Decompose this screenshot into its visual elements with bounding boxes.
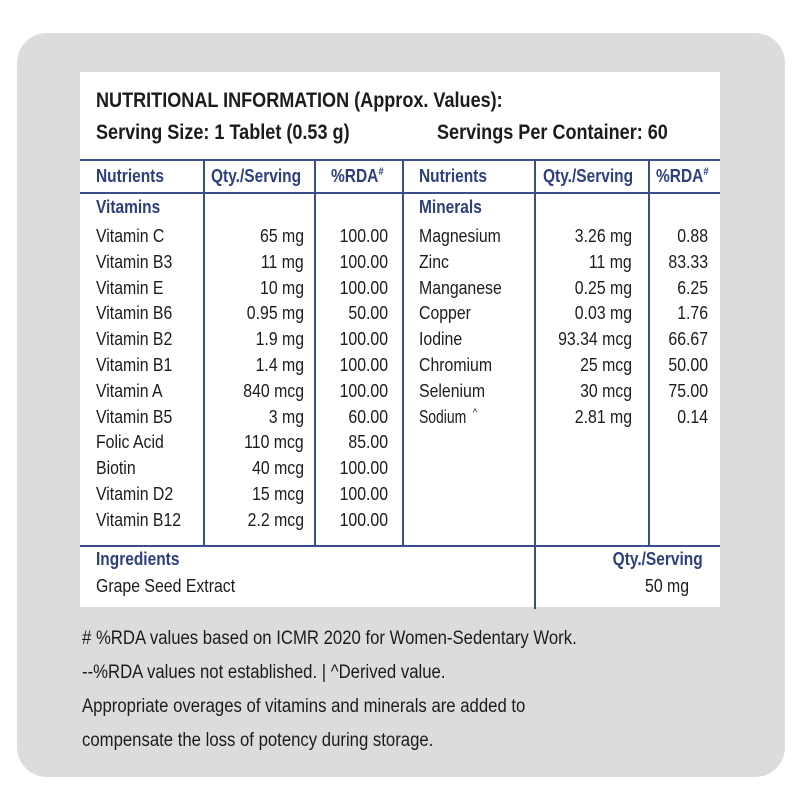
mineral-qty: 30 mcg (580, 380, 632, 401)
mineral-name: Manganese (419, 277, 502, 298)
vitamin-rda: 100.00 (339, 329, 388, 350)
ingredient-name: Grape Seed Extract (96, 576, 236, 596)
vitamin-name-list (96, 224, 201, 534)
vitamin-qty: 1.4 mg (255, 354, 304, 375)
vitamin-rda: 100.00 (339, 226, 388, 246)
table-bottom-rule (80, 545, 720, 547)
table-top-rule (80, 159, 720, 161)
vitamin-name: Vitamin B3 (96, 251, 173, 272)
serving-size: Serving Size: 1 Tablet (0.53 g) (96, 121, 350, 144)
rda-mark: # (378, 166, 384, 178)
vitamin-qty: 40 mcg (252, 458, 304, 479)
vitamin-qty: 15 mcg (252, 483, 304, 504)
ingredient-qty: 50 mg (644, 576, 689, 596)
vitamin-rda-list (316, 224, 388, 534)
vitamin-rda: 100.00 (339, 277, 388, 298)
header-qty-left: Qty./Serving (211, 166, 302, 186)
mineral-qty: 2.81 mg (574, 406, 632, 427)
section-vitamins: Vitamins (96, 197, 161, 217)
vitamin-qty: 10 mg (259, 277, 304, 298)
mineral-rda: 0.14 (677, 406, 708, 427)
vitamin-rda: 50.00 (348, 303, 388, 324)
vitamin-name: Vitamin E (96, 277, 164, 298)
mineral-rda: 66.67 (668, 329, 708, 350)
mineral-name: Zinc (419, 251, 449, 272)
mineral-qty: 25 mcg (580, 354, 632, 375)
mineral-qty: 3.26 mg (574, 226, 632, 246)
derived-mark: ^ (472, 406, 478, 419)
vitamin-name: Vitamin B6 (96, 303, 173, 324)
mineral-qty: 0.25 mg (574, 277, 632, 298)
vitamin-rda: 100.00 (339, 251, 388, 272)
mineral-name: Selenium (419, 380, 486, 401)
rda-text: %RDA (656, 166, 704, 186)
vitamin-qty: 840 mcg (243, 380, 304, 401)
vitamin-name: Folic Acid (96, 432, 164, 453)
footnotes (82, 622, 644, 758)
rda-text: %RDA (331, 166, 379, 186)
ingredients-header: Ingredients (96, 549, 180, 569)
vitamin-rda: 100.00 (339, 483, 388, 504)
mineral-name: Copper (419, 303, 471, 324)
vitamin-qty: 1.9 mg (255, 329, 304, 350)
vitamin-qty: 0.95 mg (246, 303, 304, 324)
header-rda-right (656, 166, 709, 187)
column-divider-3 (402, 159, 404, 547)
mineral-rda: 1.76 (677, 303, 708, 324)
vitamin-qty: 3 mg (268, 406, 304, 427)
mineral-rda: 0.88 (677, 226, 708, 246)
vitamin-qty: 65 mg (259, 226, 304, 246)
vitamin-rda: 100.00 (339, 458, 388, 479)
mineral-name: Sodium ^ (419, 406, 478, 427)
vitamin-name: Vitamin B2 (96, 329, 173, 350)
footnote-overages-1: Appropriate overages of vitamins and minerals are added to (82, 696, 526, 717)
mineral-qty: 0.03 mg (574, 303, 632, 324)
mineral-name-list (419, 224, 532, 430)
footnote-rda-basis: # %RDA values based on ICMR 2020 for Women-Sedentary Work. (82, 628, 577, 649)
footnote-symbols: --%RDA values not established. | ^Derived value. (82, 662, 446, 683)
vitamin-name: Vitamin B5 (96, 406, 173, 427)
vitamin-qty: 2.2 mcg (247, 509, 304, 530)
vitamin-name: Vitamin C (96, 226, 165, 246)
vitamin-name: Vitamin A (96, 380, 163, 401)
vitamin-qty-list (205, 224, 304, 534)
vitamin-name: Vitamin B12 (96, 509, 182, 530)
mineral-qty-list (536, 224, 632, 430)
footnote-overages-2: compensate the loss of potency during storage. (82, 730, 434, 751)
vitamin-qty: 11 mg (261, 251, 304, 272)
mineral-rda: 50.00 (668, 354, 708, 375)
mineral-rda: 6.25 (677, 277, 708, 298)
vitamin-rda: 60.00 (348, 406, 388, 427)
vitamin-rda: 85.00 (348, 432, 388, 453)
vitamin-name: Vitamin D2 (96, 483, 174, 504)
mineral-qty: 93.34 mcg (558, 329, 632, 350)
vitamin-rda: 100.00 (339, 354, 388, 375)
header-rda-left (331, 166, 384, 187)
vitamin-rda: 100.00 (339, 509, 388, 530)
ingredients-qty-header: Qty./Serving (612, 549, 703, 569)
nutrition-title: NUTRITIONAL INFORMATION (Approx. Values): (96, 89, 503, 112)
servings-per-container: Servings Per Container: 60 (437, 121, 668, 144)
rda-mark: # (703, 166, 709, 178)
header-nutrients-right: Nutrients (419, 166, 487, 186)
mineral-rda: 75.00 (668, 380, 708, 401)
mineral-rda-list (650, 224, 708, 430)
mineral-qty: 11 mg (589, 251, 632, 272)
header-qty-right: Qty./Serving (543, 166, 634, 186)
mineral-name: Chromium (419, 354, 493, 375)
mineral-name: Magnesium (419, 226, 501, 246)
vitamin-rda: 100.00 (339, 380, 388, 401)
vitamin-name: Biotin (96, 458, 136, 479)
vitamin-qty: 110 mcg (244, 432, 304, 453)
mineral-rda: 83.33 (668, 251, 708, 272)
vitamin-name: Vitamin B1 (96, 354, 173, 375)
header-bottom-rule (80, 192, 720, 194)
header-nutrients-left: Nutrients (96, 166, 164, 186)
section-minerals: Minerals (419, 197, 482, 217)
mineral-name: Iodine (419, 329, 463, 350)
